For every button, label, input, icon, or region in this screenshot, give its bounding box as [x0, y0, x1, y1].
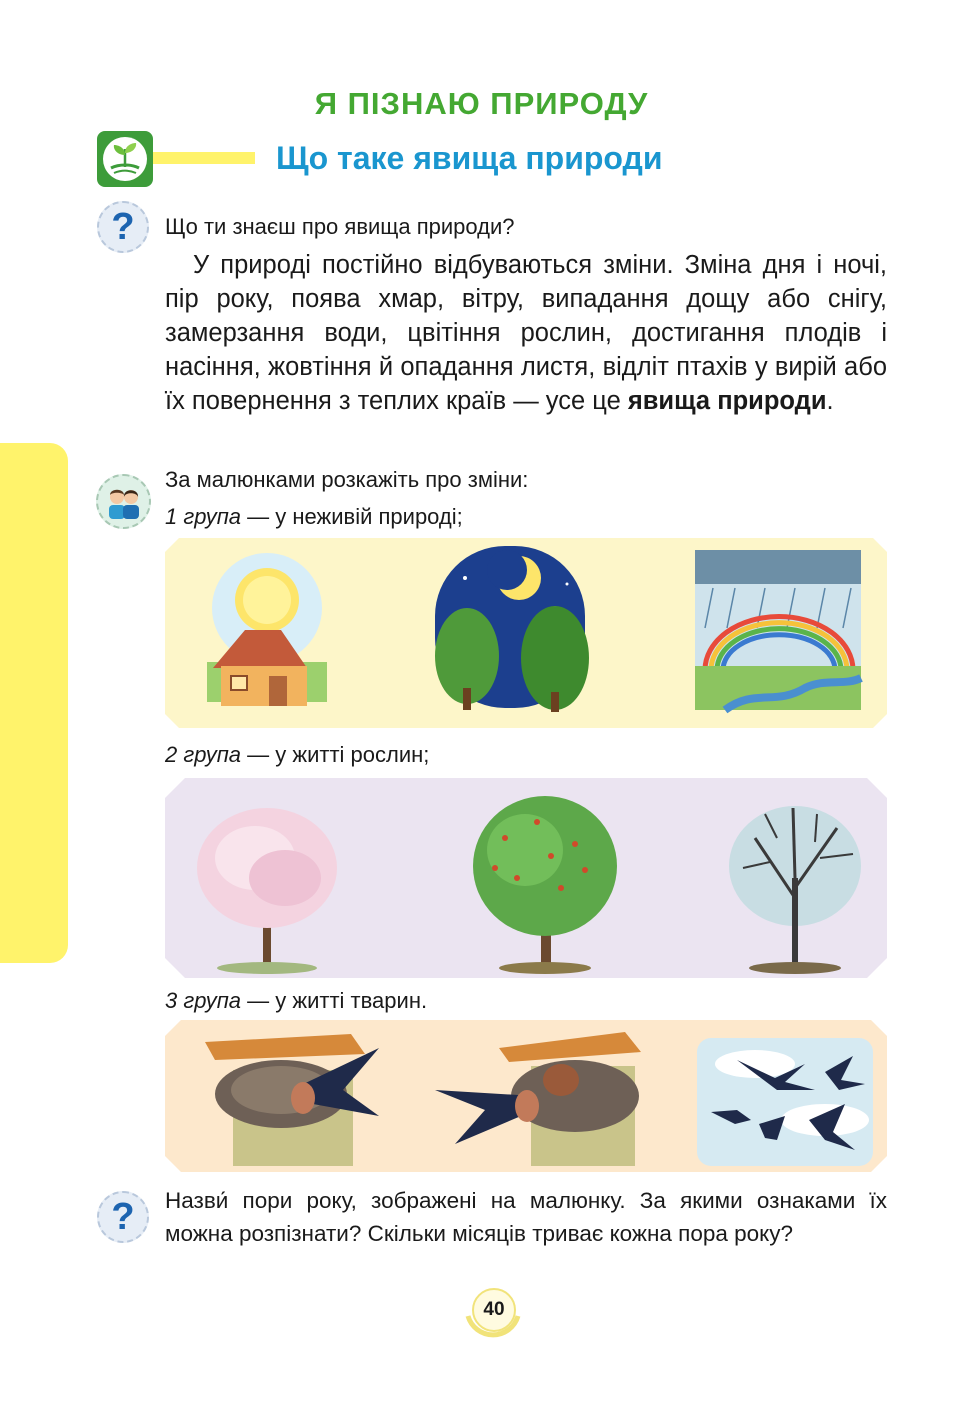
question-2: Назви́ пори року, зображені на малюнку. За якими ознаками їх можна розпізнати? Скільки місяців триває кожна пора року? — [165, 1188, 887, 1246]
paragraph-end: . — [826, 387, 834, 415]
non-living-nature-panel — [165, 538, 887, 728]
topic-title: Що таке явища природи — [276, 140, 663, 176]
group-3-text: — у житті тварин. — [241, 988, 428, 1013]
page-number: 40 — [472, 1288, 516, 1332]
section-title: Я ПІЗНАЮ ПРИРОДУ — [314, 86, 649, 121]
question-icon: ? — [97, 201, 149, 253]
group-3-label — [165, 987, 427, 1015]
group-1-text: — у неживій природі; — [241, 504, 463, 529]
key-term: явища природи — [627, 387, 827, 415]
children-group-icon — [96, 474, 151, 529]
swallow-nest-icon — [205, 1034, 379, 1166]
group-2-number: 2 група — [165, 742, 242, 767]
topic-bar — [153, 152, 255, 164]
bare-tree-icon — [729, 806, 861, 974]
sun-house-icon — [207, 553, 327, 706]
group-task-intro: За малюнками розкажіть про зміни: — [165, 467, 529, 492]
group-1-label — [165, 503, 463, 531]
plant-life-panel — [165, 778, 887, 978]
group-1-number: 1 група — [165, 504, 242, 529]
intro-paragraph — [165, 248, 887, 418]
question-icon: ? — [97, 1191, 149, 1243]
moon-night-trees-icon — [435, 546, 589, 712]
leaf-topic-icon — [97, 131, 153, 187]
question-1: Що ти знаєш про явища природи? — [165, 214, 515, 239]
animal-life-panel — [165, 1020, 887, 1172]
group-2-label — [165, 741, 429, 769]
group-2-text: — у житті рослин; — [241, 742, 430, 767]
rain-rainbow-icon — [695, 550, 861, 710]
side-tab — [0, 443, 68, 963]
paragraph-text: У природі постійно відбуваються зміни. Зміна дня і ночі, пір року, поява хмар, вітру, випадання дощу або снігу, замерзання води, цвітіння рослин, достигання плодів і насіння, жовтіння й опадання листя, відліт птахів у вирій або їх повернення з теплих країв — усе це — [165, 251, 887, 415]
fruit-tree-icon — [473, 796, 617, 974]
page-number-badge — [462, 1286, 524, 1346]
group-3-number: 3 група — [165, 988, 242, 1013]
flying-swallows-icon — [697, 1038, 873, 1166]
swallow-feeding-icon — [435, 1032, 641, 1166]
blossom-tree-icon — [197, 808, 337, 974]
